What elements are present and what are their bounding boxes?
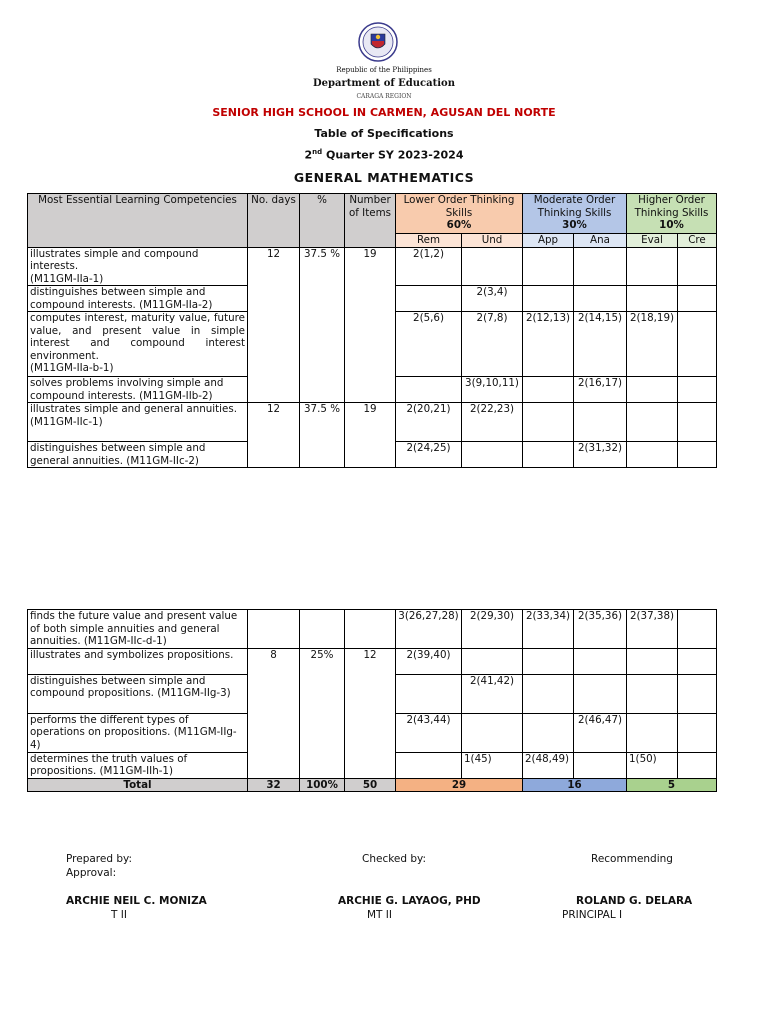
app-cell: 2(12,13) bbox=[523, 312, 574, 377]
cre-cell bbox=[678, 674, 717, 713]
quarter-line: 2nd Quarter SY 2023-2024 bbox=[304, 148, 464, 162]
app-cell bbox=[523, 674, 574, 713]
table-row bbox=[28, 247, 717, 286]
recommending-position: PRINCIPAL I bbox=[562, 909, 623, 921]
app-cell bbox=[523, 403, 574, 442]
spec-table-bottom bbox=[27, 609, 717, 792]
table-row bbox=[28, 648, 717, 674]
und-cell: 2(3,4) bbox=[462, 286, 523, 312]
recommending-name: ROLAND G. DELARA bbox=[576, 895, 693, 907]
competency-cell: computes interest, maturity value, future value, and present value in simple interest and compound interest environment. (M11GM-IIa-b-1) bbox=[28, 312, 248, 377]
app-cell bbox=[523, 442, 574, 468]
rem-cell bbox=[396, 286, 462, 312]
header-lower-order: Lower Order Thinking Skills 60% bbox=[396, 194, 523, 234]
cre-cell bbox=[678, 312, 717, 377]
total-moderate-order: 16 bbox=[523, 778, 627, 792]
competency-cell: finds the future value and present value of both simple annuities and general annuities. (M11GM-IIc-d-1) bbox=[28, 610, 248, 649]
header-app: App bbox=[523, 234, 574, 248]
approval-label: Approval: bbox=[66, 867, 117, 879]
rem-cell: 2(39,40) bbox=[396, 648, 462, 674]
ana-cell bbox=[574, 752, 627, 778]
rem-cell: 2(20,21) bbox=[396, 403, 462, 442]
header-competencies: Most Essential Learning Competencies bbox=[28, 194, 248, 248]
rem-cell bbox=[396, 752, 462, 778]
und-cell: 2(41,42) bbox=[462, 674, 523, 713]
department-text: Department of Education bbox=[313, 78, 455, 89]
ana-cell: 2(31,32) bbox=[574, 442, 627, 468]
cre-cell bbox=[678, 377, 717, 403]
republic-text: Republic of the Philippines bbox=[336, 66, 432, 74]
und-cell: 2(29,30) bbox=[462, 610, 523, 649]
recommending-label: Recommending bbox=[591, 853, 673, 865]
eval-cell bbox=[627, 403, 678, 442]
eval-cell bbox=[627, 674, 678, 713]
competency-cell: performs the different types of operations on propositions. (M11GM-IIg-4) bbox=[28, 713, 248, 752]
competency-cell: illustrates simple and general annuities. (M11GM-IIc-1) bbox=[28, 403, 248, 442]
ana-cell: 2(14,15) bbox=[574, 312, 627, 377]
cre-cell bbox=[678, 286, 717, 312]
percent-cell: 25% bbox=[300, 648, 345, 778]
school-name: SENIOR HIGH SCHOOL IN CARMEN, AGUSAN DEL NORTE bbox=[212, 106, 556, 119]
items-cell: 12 bbox=[345, 648, 396, 778]
rem-cell: 2(24,25) bbox=[396, 442, 462, 468]
checked-by-name: ARCHIE G. LAYAOG, PHD bbox=[338, 895, 481, 907]
cre-cell bbox=[678, 247, 717, 286]
table-row bbox=[28, 610, 717, 649]
eval-cell bbox=[627, 713, 678, 752]
ana-cell bbox=[574, 674, 627, 713]
ana-cell bbox=[574, 403, 627, 442]
cre-cell bbox=[678, 403, 717, 442]
header-moderate-order: Moderate Order Thinking Skills 30% bbox=[523, 194, 627, 234]
und-cell: 2(7,8) bbox=[462, 312, 523, 377]
und-cell: 3(9,10,11) bbox=[462, 377, 523, 403]
header-eval: Eval bbox=[627, 234, 678, 248]
ana-cell bbox=[574, 247, 627, 286]
header-und: Und bbox=[462, 234, 523, 248]
rem-cell bbox=[396, 674, 462, 713]
header-days: No. days bbox=[248, 194, 300, 248]
items-cell bbox=[345, 610, 396, 649]
und-cell: 2(22,23) bbox=[462, 403, 523, 442]
competency-cell: distinguishes between simple and compound propositions. (M11GM-IIg-3) bbox=[28, 674, 248, 713]
app-cell: 2(48,49) bbox=[523, 752, 574, 778]
total-percent: 100% bbox=[300, 778, 345, 792]
competency-cell: distinguishes between simple and general annuities. (M11GM-IIc-2) bbox=[28, 442, 248, 468]
app-cell bbox=[523, 377, 574, 403]
rem-cell bbox=[396, 377, 462, 403]
cre-cell bbox=[678, 752, 717, 778]
app-cell: 2(33,34) bbox=[523, 610, 574, 649]
table-row bbox=[28, 403, 717, 442]
total-label: Total bbox=[28, 778, 248, 792]
items-cell: 19 bbox=[345, 247, 396, 403]
prepared-by-label: Prepared by: bbox=[66, 853, 132, 865]
cre-cell bbox=[678, 648, 717, 674]
eval-cell bbox=[627, 648, 678, 674]
header-rem: Rem bbox=[396, 234, 462, 248]
app-cell bbox=[523, 247, 574, 286]
ana-cell bbox=[574, 648, 627, 674]
days-cell bbox=[248, 610, 300, 649]
eval-cell: 2(37,38) bbox=[627, 610, 678, 649]
competency-cell: illustrates simple and compound interests. (M11GM-IIa-1) bbox=[28, 247, 248, 286]
total-items: 50 bbox=[345, 778, 396, 792]
subject-title: GENERAL MATHEMATICS bbox=[293, 170, 475, 185]
header-percent: % bbox=[300, 194, 345, 248]
und-cell bbox=[462, 648, 523, 674]
header-items: Number of Items bbox=[345, 194, 396, 248]
total-lower-order: 29 bbox=[396, 778, 523, 792]
ana-cell: 2(46,47) bbox=[574, 713, 627, 752]
ana-cell bbox=[574, 286, 627, 312]
eval-cell bbox=[627, 442, 678, 468]
app-cell bbox=[523, 713, 574, 752]
und-cell bbox=[462, 442, 523, 468]
cre-cell bbox=[678, 713, 717, 752]
total-days: 32 bbox=[248, 778, 300, 792]
total-row bbox=[28, 778, 717, 792]
ana-cell: 2(16,17) bbox=[574, 377, 627, 403]
und-cell: 1(45) bbox=[462, 752, 523, 778]
percent-cell: 37.5 % bbox=[300, 247, 345, 403]
prepared-by-name: ARCHIE NEIL C. MONIZA bbox=[66, 895, 207, 907]
spec-table-top bbox=[27, 193, 717, 468]
days-cell: 12 bbox=[248, 247, 300, 403]
checked-by-label: Checked by: bbox=[362, 853, 427, 865]
days-cell: 8 bbox=[248, 648, 300, 778]
competency-cell: determines the truth values of propositions. (M11GM-IIh-1) bbox=[28, 752, 248, 778]
document-title: Table of Specifications bbox=[314, 127, 454, 140]
total-higher-order: 5 bbox=[627, 778, 717, 792]
region-text: CARAGA REGION bbox=[356, 93, 412, 100]
items-cell: 19 bbox=[345, 403, 396, 468]
percent-cell: 37.5 % bbox=[300, 403, 345, 468]
eval-cell bbox=[627, 247, 678, 286]
und-cell bbox=[462, 247, 523, 286]
deped-seal-logo bbox=[358, 22, 398, 62]
ana-cell: 2(35,36) bbox=[574, 610, 627, 649]
eval-cell: 2(18,19) bbox=[627, 312, 678, 377]
rem-cell: 2(43,44) bbox=[396, 713, 462, 752]
checked-by-position: MT II bbox=[367, 909, 393, 921]
percent-cell bbox=[300, 610, 345, 649]
cre-cell bbox=[678, 610, 717, 649]
rem-cell: 2(1,2) bbox=[396, 247, 462, 286]
competency-cell: illustrates and symbolizes propositions. bbox=[28, 648, 248, 674]
competency-cell: solves problems involving simple and compound interests. (M11GM-IIb-2) bbox=[28, 377, 248, 403]
days-cell: 12 bbox=[248, 403, 300, 468]
eval-cell bbox=[627, 286, 678, 312]
und-cell bbox=[462, 713, 523, 752]
header-cre: Cre bbox=[678, 234, 717, 248]
rem-cell: 3(26,27,28) bbox=[396, 610, 462, 649]
eval-cell bbox=[627, 377, 678, 403]
rem-cell: 2(5,6) bbox=[396, 312, 462, 377]
app-cell bbox=[523, 648, 574, 674]
header-higher-order: Higher Order Thinking Skills 10% bbox=[627, 194, 717, 234]
cre-cell bbox=[678, 442, 717, 468]
competency-cell: distinguishes between simple and compound interests. (M11GM-IIa-2) bbox=[28, 286, 248, 312]
app-cell bbox=[523, 286, 574, 312]
prepared-by-position: T II bbox=[111, 909, 127, 921]
eval-cell: 1(50) bbox=[627, 752, 678, 778]
header-ana: Ana bbox=[574, 234, 627, 248]
